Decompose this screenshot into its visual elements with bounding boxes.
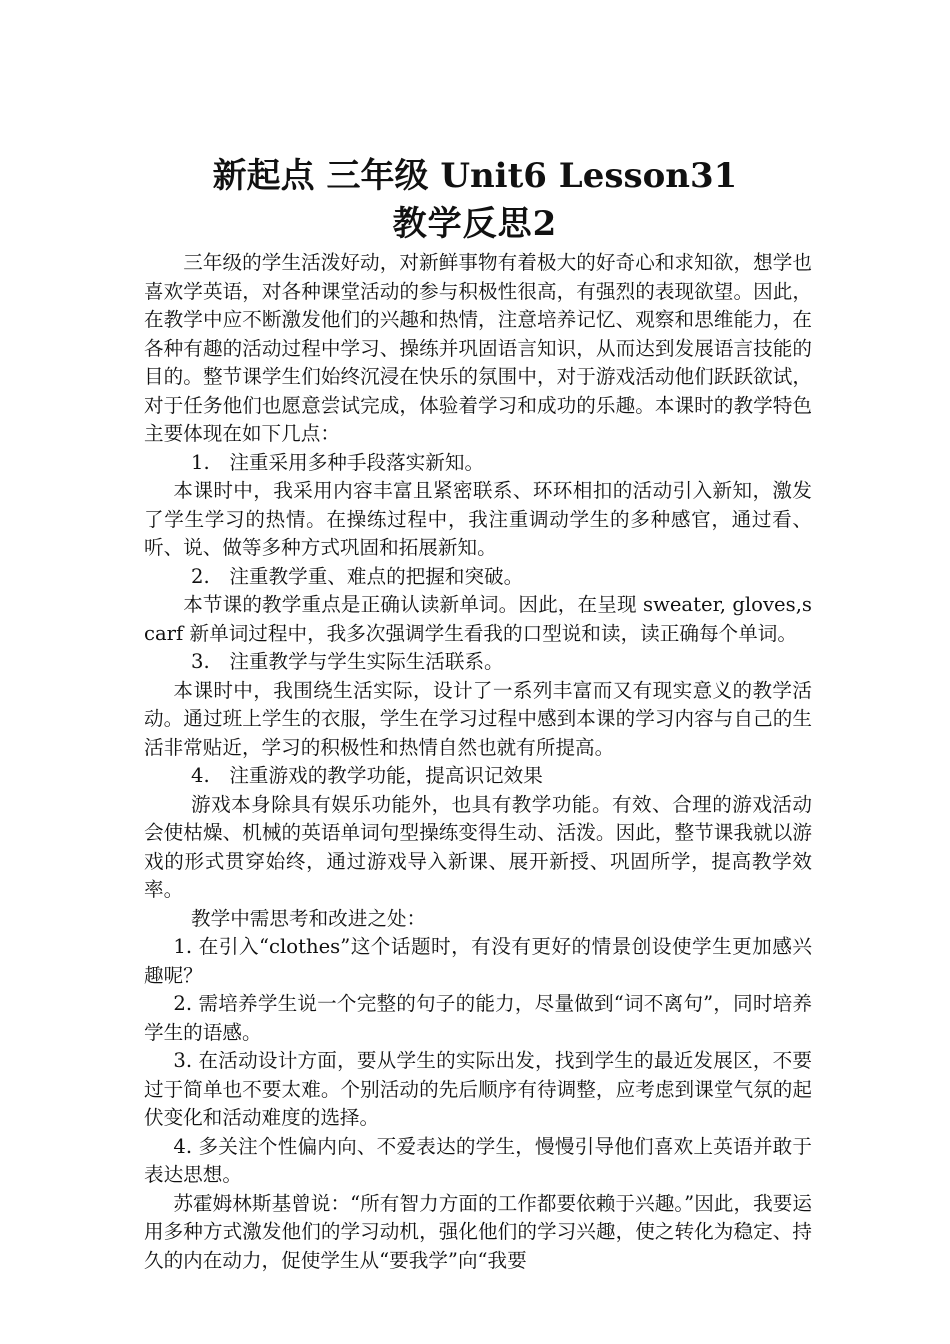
paragraph-point-4: 游戏本身除具有娱乐功能外，也具有教学功能。有效、合理的游戏活动会使枯燥、机械的英语单词句型操练变得生动、活泼。因此，整节课我就以游戏的形式贯穿始终，通过游戏导入新课、展开新授、巩固所学，提高教学效率。 — [144, 792, 812, 901]
paragraph-point-1: 本课时中，我采用内容丰富且紧密联系、环环相扣的活动引入新知，激发了学生学习的热情。在操练过程中，我注重调动学生的多种感官，通过看、听、说、做等多种方式巩固和拓展新知。 — [144, 479, 812, 559]
paragraph-intro: 三年级的学生活泼好动，对新鲜事物有着极大的好奇心和求知欲，想学也喜欢学英语，对各种课堂活动的参与积极性很高，有强烈的表现欲望。因此，在教学中应不断激发他们的兴趣和热情，注意培养记忆、观察和思维能力，在各种有趣的活动过程中学习、操练并巩固语言知识，从而达到发展语言技能的目的。整节课学生们始终沉浸在快乐的氛围中，对于游戏活动他们跃跃欲试，对于任务他们也愿意尝试完成，体验着学习和成功的乐趣。本课时的教学特色主要体现在如下几点： — [144, 251, 812, 445]
heading-point-4: 4. 注重游戏的教学功能，提高识记效果 — [191, 764, 543, 787]
heading-point-3: 3. 注重教学与学生实际生活联系。 — [191, 650, 504, 673]
paragraph-point-2: 本节课的教学重点是正确认读新单词。因此，在呈现 sweater, gloves,scarf 新单词过程中，我多次强调学生看我的口型说和读，读正确每个单词。 — [144, 593, 812, 645]
improvement-item-4: 4. 多关注个性偏内向、不爱表达的学生，慢慢引导他们喜欢上英语并敢于表达思想。 — [144, 1134, 812, 1186]
heading-point-1: 1. 注重采用多种手段落实新知。 — [191, 450, 485, 474]
paragraph-conclusion: 苏霍姆林斯基曾说：“所有智力方面的工作都要依赖于兴趣。”因此，我要运用多种方式激发他们的学习动机，强化他们的学习兴趣，使之转化为稳定、持久的内在动力，促使学生从“要我学”向“我要 — [144, 1191, 812, 1272]
heading-point-2: 2. 注重教学重、难点的把握和突破。 — [191, 564, 524, 588]
improvement-item-1: 1. 在引入“clothes”这个话题时，有没有更好的情景创设使学生更加感兴趣呢？ — [144, 935, 812, 987]
document-title-line-1: 新起点 三年级 Unit6 Lesson31 — [212, 156, 738, 196]
improvement-item-2: 2. 需培养学生说一个完整的句子的能力，尽量做到“词不离句”，同时培养学生的语感。 — [144, 992, 812, 1044]
document-body — [144, 249, 812, 1275]
paragraph-point-3: 本课时中，我围绕生活实际，设计了一系列丰富而又有现实意义的教学活动。通过班上学生的衣服，学生在学习过程中感到本课的学习内容与自己的生活非常贴近，学习的积极性和热情自然也就有所提高。 — [144, 678, 812, 759]
document-title-line-2: 教学反思2 — [392, 204, 558, 244]
heading-improvements: 教学中需思考和改进之处： — [191, 906, 427, 930]
improvement-item-3: 3. 在活动设计方面，要从学生的实际出发，找到学生的最近发展区，不要过于简单也不要太难。个别活动的先后顺序有待调整，应考虑到课堂气氛的起伏变化和活动难度的选择。 — [144, 1049, 812, 1129]
